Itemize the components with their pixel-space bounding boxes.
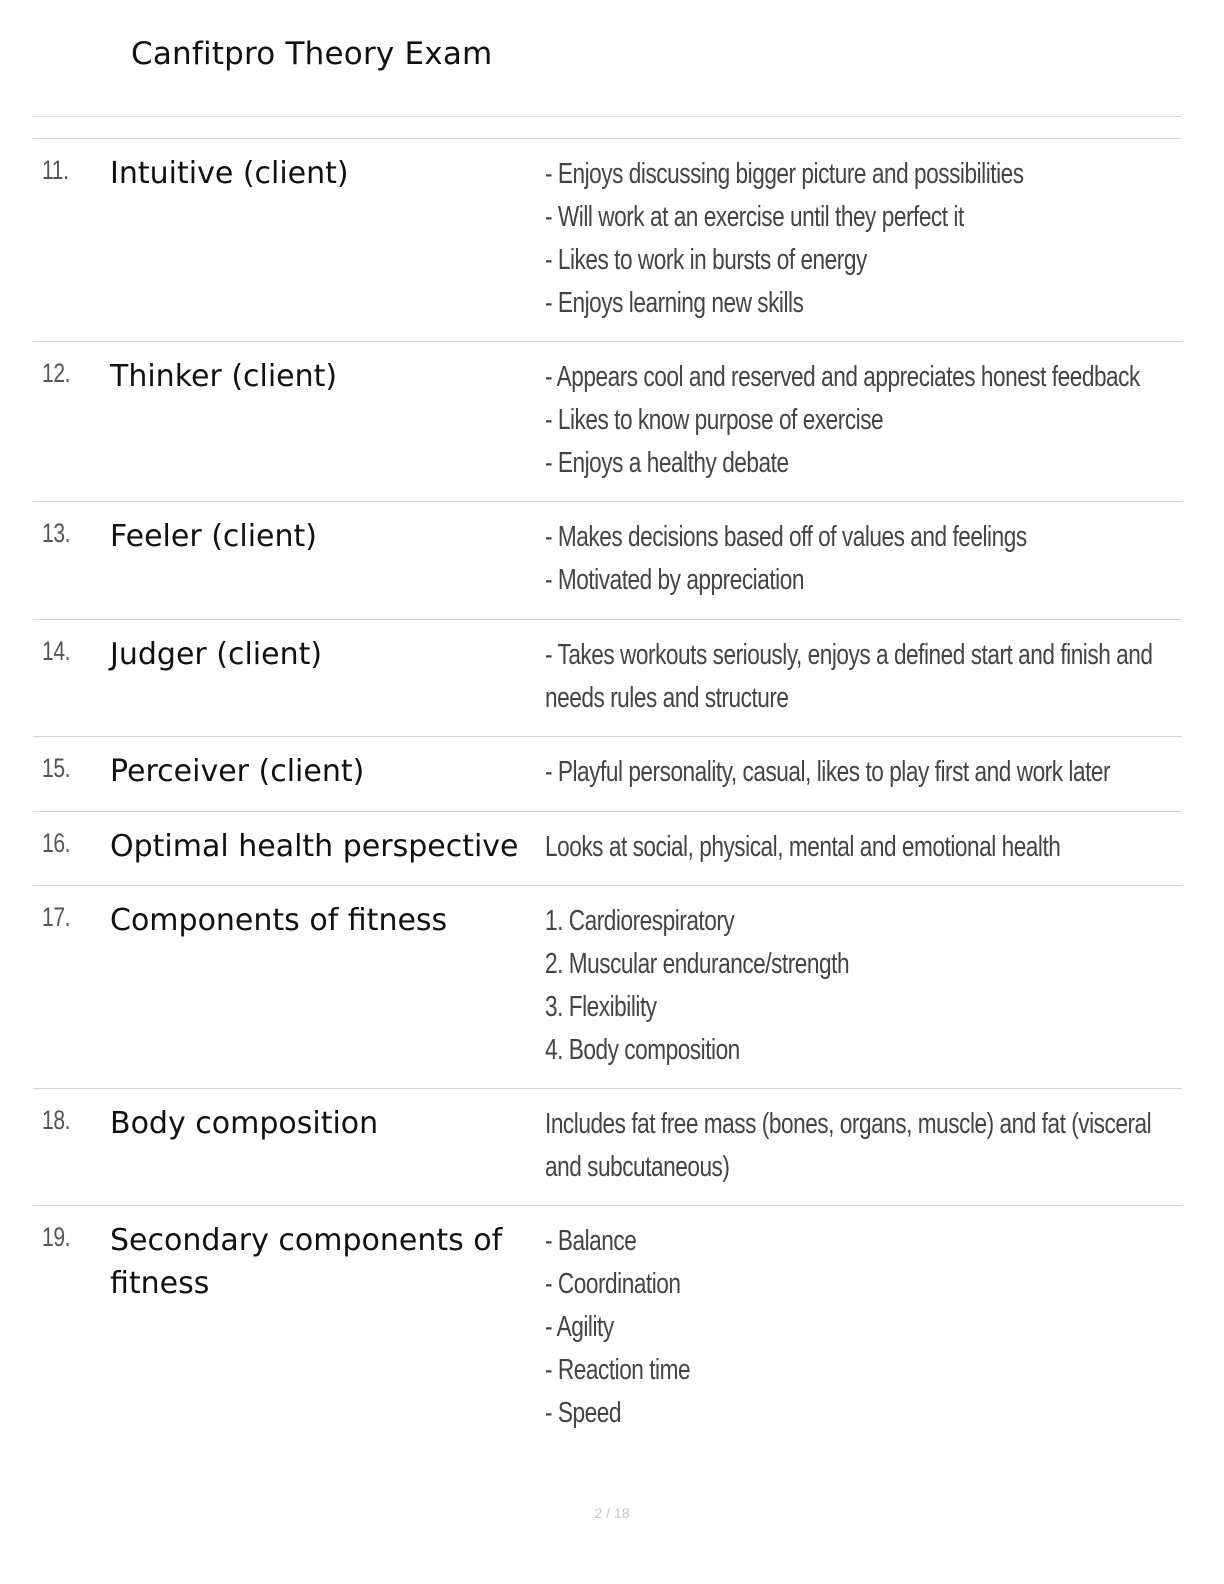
definition-line: - Balance [545, 1225, 637, 1257]
header-divider [33, 116, 1181, 117]
card-term: Perceiver (client) [110, 754, 365, 789]
definition-line: - Appears cool and reserved and appreciates honest feedback [545, 361, 1140, 393]
definition-line: 1. Cardiorespiratory [545, 905, 735, 937]
card-number: 16. [42, 828, 71, 858]
card-term: Thinker (client) [110, 359, 338, 394]
definition-line: - Enjoys discussing bigger picture and possibilities [545, 158, 1024, 190]
definition-line: - Agility [545, 1311, 614, 1343]
flashcard [33, 1089, 1182, 1206]
card-number: 17. [42, 902, 71, 932]
card-definition [545, 900, 1185, 1072]
card-number: 18. [42, 1105, 71, 1135]
definition-line: - Motivated by appreciation [545, 564, 804, 596]
definition-line: 4. Body composition [545, 1034, 740, 1066]
definition-line: - Enjoys learning new skills [545, 287, 804, 319]
definition-line: - Likes to work in bursts of energy [545, 244, 867, 276]
card-definition [545, 634, 1185, 720]
page-number: 2 / 18 [594, 1505, 630, 1521]
definition-line: - Takes workouts seriously, enjoys a defined start and finish and [545, 639, 1153, 671]
definition-line: - Playful personality, casual, likes to play first and work later [545, 756, 1111, 788]
flashcard [33, 502, 1182, 620]
card-term: Components of fitness [110, 903, 448, 938]
flashcard [33, 139, 1182, 342]
card-definition [545, 826, 1185, 869]
definition-line: 3. Flexibility [545, 991, 657, 1023]
card-number: 14. [42, 636, 71, 666]
definition-line: Includes fat free mass (bones, organs, muscle) and fat (visceral [545, 1108, 1152, 1140]
flashcard [33, 737, 1182, 812]
card-definition [545, 1103, 1185, 1189]
card-definition [545, 751, 1185, 794]
card-number: 19. [42, 1222, 71, 1252]
card-definition [545, 356, 1185, 485]
card-number: 11. [42, 155, 69, 185]
flashcard [33, 620, 1182, 737]
definition-line: - Will work at an exercise until they perfect it [545, 201, 964, 233]
card-number: 15. [42, 753, 71, 783]
card-term: Secondary components of fitness [110, 1223, 503, 1301]
flashcard [33, 342, 1182, 502]
card-term: Optimal health perspective [110, 829, 519, 864]
definition-line: Looks at social, physical, mental and emotional health [545, 831, 1061, 863]
card-definition [545, 1220, 1185, 1435]
card-number: 12. [42, 358, 71, 388]
card-definition [545, 516, 1185, 602]
card-number: 13. [42, 518, 71, 548]
document-title: Canfitpro Theory Exam [131, 36, 493, 72]
card-definition [545, 153, 1185, 325]
definition-line: - Speed [545, 1397, 621, 1429]
card-term: Judger (client) [110, 637, 323, 672]
definition-line: 2. Muscular endurance/strength [545, 948, 850, 980]
definition-line: - Enjoys a healthy debate [545, 447, 789, 479]
definition-line: - Likes to know purpose of exercise [545, 404, 884, 436]
card-term: Body composition [110, 1106, 379, 1141]
flashcard [33, 1206, 1182, 1446]
card-term: Intuitive (client) [110, 156, 349, 191]
flashcard [33, 812, 1182, 886]
flashcard [33, 886, 1182, 1089]
definition-line: - Reaction time [545, 1354, 691, 1386]
definition-line: - Makes decisions based off of values and feelings [545, 521, 1027, 553]
flashcard-list [33, 139, 1182, 1446]
definition-line: - Coordination [545, 1268, 681, 1300]
definition-line: needs rules and structure [545, 682, 789, 714]
definition-line: and subcutaneous) [545, 1151, 730, 1183]
card-term: Feeler (client) [110, 519, 317, 554]
